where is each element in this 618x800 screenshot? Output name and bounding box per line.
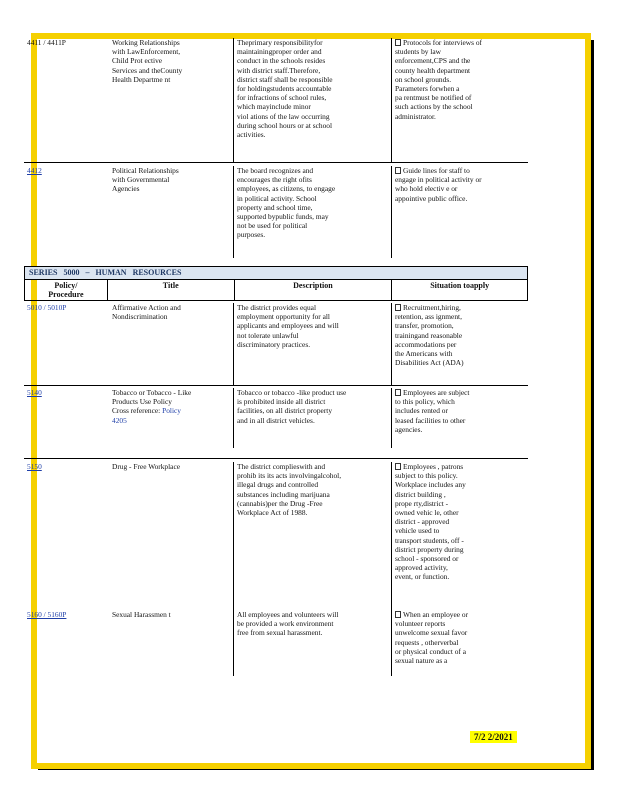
cross-reference-link[interactable]: Policy 4205 (112, 406, 181, 425)
situation-text: Employees are subject to this policy, which includes rented or leased facilities to other agencies. (395, 388, 470, 434)
checkbox-bullet-icon (395, 463, 401, 470)
policy-link-5140[interactable]: 5140 (27, 388, 42, 397)
policy-title: Affirmative Action and Nondiscrimination (112, 303, 181, 322)
policy-link-5010[interactable]: 5010 / 5010P (27, 303, 67, 312)
situation-text: Employees , patrons subject to this policy. Workplace includes any district building , prope rty,district - owned vehic le, other district - approved vehicle used to transport students, off - district property during school - sponsored or approved activity, event, or function. (395, 462, 466, 582)
policy-link-5150[interactable]: 5150 (27, 462, 42, 471)
table-row (24, 459, 528, 610)
policy-title: Drug - Free Workplace (112, 462, 181, 471)
header-policy: Policy/ Procedure (48, 281, 84, 299)
policy-number: 4411 / 4411P (27, 38, 66, 47)
header-situation: Situation toapply (391, 280, 527, 300)
policy-situation (391, 610, 528, 676)
policy-table (24, 38, 528, 676)
column-headers (24, 280, 528, 301)
header-title: Title (107, 280, 234, 300)
policy-link-4412[interactable]: 4412 (27, 166, 42, 175)
checkbox-bullet-icon (395, 611, 401, 618)
policy-title: Working Relationships with LawEnforcement, Child Prot ective Services and theCounty Health Departme nt (112, 38, 183, 84)
situation-text: When an employee or volunteer reports unwelcome sexual favor requests , otherverbal or physical conduct of a sexual nature as a (395, 610, 469, 666)
table-row (24, 386, 528, 448)
revision-date: 7/2 2/2021 (470, 731, 517, 743)
policy-title: Sexual Harassmen t (112, 610, 171, 619)
policy-situation (391, 166, 528, 258)
table-row (24, 38, 528, 162)
policy-number (24, 462, 106, 610)
policy-title: Political Relationships with Governmental Agencies (112, 166, 179, 194)
policy-situation (391, 38, 528, 162)
policy-number (24, 166, 106, 258)
table-row (24, 610, 528, 676)
checkbox-bullet-icon (395, 389, 401, 396)
policy-number (24, 388, 106, 448)
policy-situation (391, 303, 528, 385)
policy-situation (391, 462, 528, 610)
header-description: Description (234, 280, 392, 300)
policy-description: All employees and volunteers will be provided a work environment free from sexual harassment. (233, 610, 391, 676)
policy-description: The district provides equal employment opportunity for all applicants and employees and will not tolerate unlawful discriminatory practices. (233, 303, 391, 385)
checkbox-bullet-icon (395, 167, 401, 174)
checkbox-bullet-icon (395, 304, 401, 311)
table-row (24, 301, 528, 385)
situation-text: Recruitment,hiring, retention, ass ignment, transfer, promotion, trainingand reasonable accommodations per the Americans with Disabilities Act (ADA) (395, 303, 464, 368)
policy-description: Tobacco or tobacco -like product use is prohibited inside all district facilities, on all district property and in all district vehicles. (233, 388, 391, 448)
policy-description: Theprimary responsibilityfor maintainingproper order and conduct in the schools resides with district staff.Therefore, district staff shall be responsible for holdingstudents accountable for infractions of school rules, which mayinclude minor viol ations of the law occurring during school hours or at school activities. (233, 38, 391, 162)
policy-description: The district complieswith and prohib its its acts involvingalcohol, illegal drugs and controlled substances including marijuana (cannabis)per the Drug -Free Workplace Act of 1988. (233, 462, 391, 610)
policy-situation (391, 388, 528, 448)
policy-title (106, 388, 233, 448)
policy-link-5160[interactable]: 5160 / 5160P (27, 610, 67, 619)
title-text: Tobacco or Tobacco - Like Products Use Policy Cross reference: (112, 388, 192, 416)
table-row (24, 163, 528, 258)
policy-description: The board recognizes and encourages the right ofits employees, as citizens, to engage in political activity. School property and school time, supported bypublic funds, may not be used for political purposes. (233, 166, 391, 258)
checkbox-bullet-icon (395, 39, 401, 46)
series-header: SERIES 5000 – HUMAN RESOURCES (24, 266, 528, 280)
policy-number (24, 303, 106, 385)
policy-number (24, 610, 106, 676)
situation-text: Protocols for interviews of students by law enforcement,CPS and the county health department on school grounds. Parameters forwhen a pa rentmust be notified of such actions by the school administrator. (395, 38, 483, 121)
situation-text: Guide lines for staff to engage in political activity or who hold electiv e or appointive public office. (395, 166, 482, 203)
